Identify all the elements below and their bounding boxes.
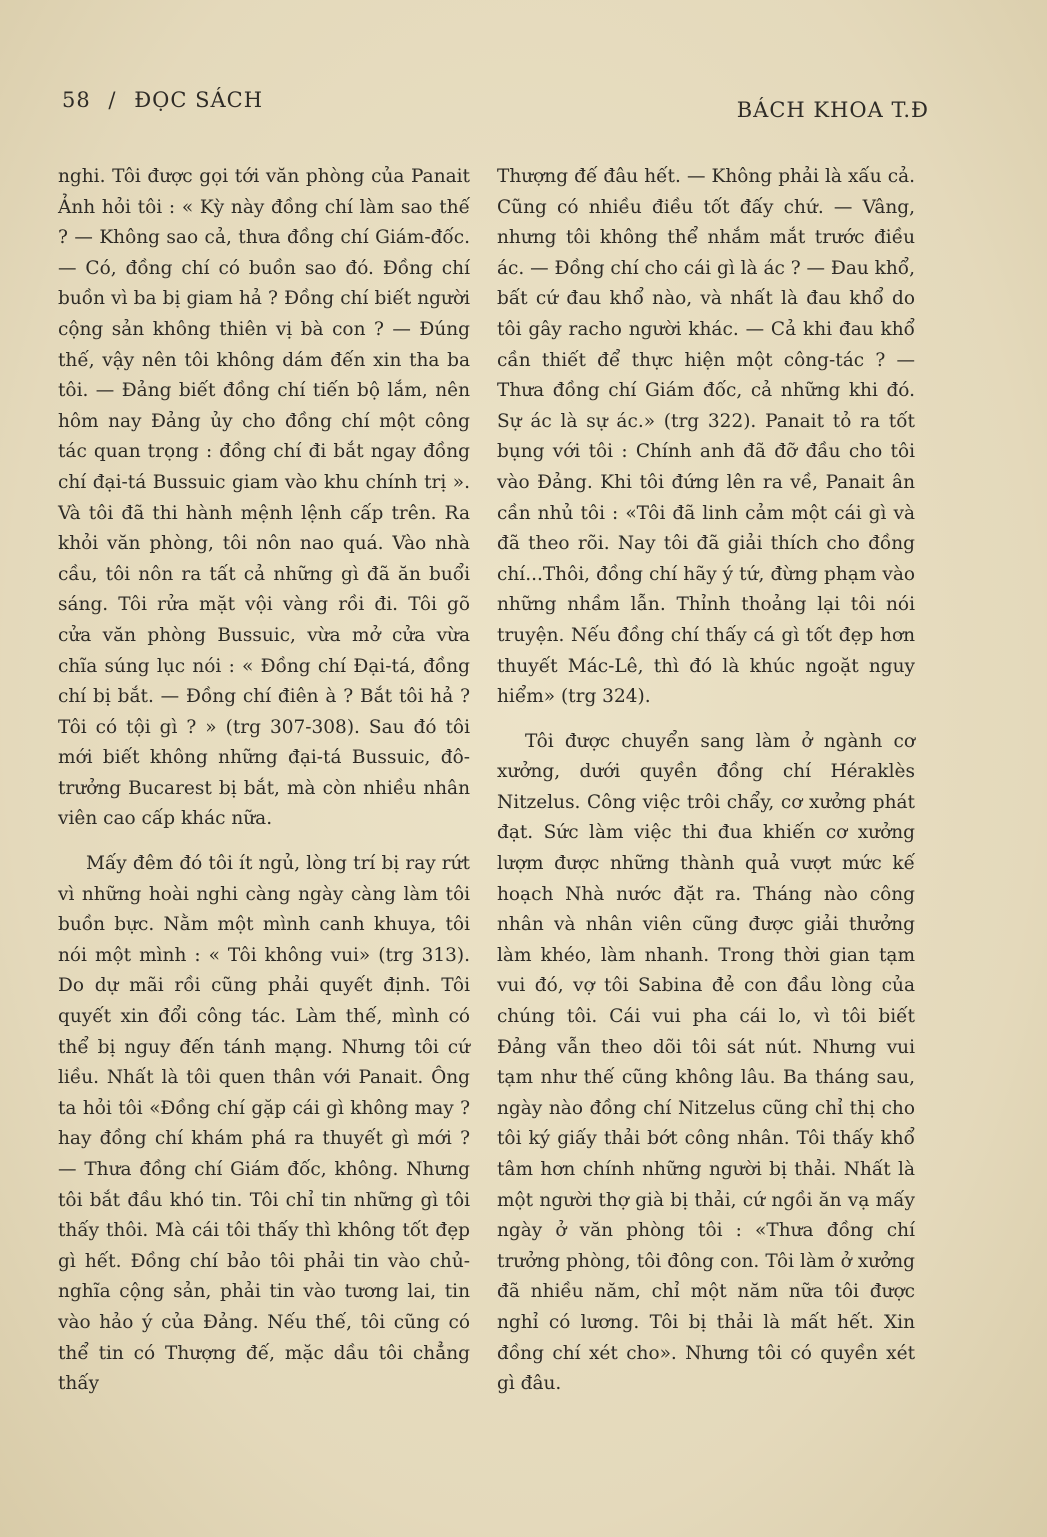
right-paragraph-2: Tôi được chuyển sang làm ở ngành cơ xưởng, dưới quyền đồng chí Héraklès Nitzelus. Công việc trôi chẩy, cơ xưởng phát đạt. Sức làm việc thi đua khiến cơ xưởng lượm được những thành quả vượt mức kế hoạch Nhà nước đặt ra. Tháng nào công nhân và nhân viên cũng được giải thưởng làm khéo, làm nhanh. Trong thời gian tạm vui đó, vợ tôi Sabina đẻ con đầu lòng của chúng tôi. Cái vui pha cái lo, vì tôi biết Đảng vẫn theo dõi tôi sát nút. Nhưng vui tạm như thế cũng không lâu. Ba tháng sau, ngày nào đồng chí Nitzelus cũng chỉ thị cho tôi ký giấy thải bớt công nhân. Tôi thấy khổ tâm hơn chính những người bị thải. Nhất là một người thợ già bị thải, cứ ngồi ăn vạ mấy ngày ở văn phòng tôi : «Thưa đồng chí trưởng phòng, tôi đông con. Tôi làm ở xưởng đã nhiều năm, chỉ một năm nữa tôi được nghỉ có lương. Tôi bị thải là mất hết. Xin đồng chí xét cho». Nhưng tôi có quyền xét gì đâu.	[497, 730, 915, 1395]
left-column	[58, 162, 470, 1400]
section-title: ĐỌC SÁCH	[134, 88, 264, 112]
left-paragraph-1: nghi. Tôi được gọi tới văn phòng của Panait Ảnh hỏi tôi : « Kỳ này đồng chí làm sao thế ? — Không sao cả, thưa đồng chí Giám-đốc. — Có, đồng chí có buồn sao đó. Đồng chí buồn vì ba bị giam hả ? Đồng chí biết người cộng sản không thiên vị bà con ? — Đúng thế, vậy nên tôi không dám đến xin tha ba tôi. — Đảng biết đồng chí tiến bộ lắm, nên hôm nay Đảng ủy cho đồng chí một công tác quan trọng : đồng chí đi bắt ngay đồng chí đại-tá Bussuic giam vào khu chính trị ». Và tôi đã thi hành mệnh lệnh cấp trên. Ra khỏi văn phòng, tôi nôn nao quá. Vào nhà cầu, tôi nôn ra tất cả những gì đã ăn buổi sáng. Tôi rửa mặt vội vàng rồi đi. Tôi gõ cửa văn phòng Bussuic, vừa mở cửa vừa chĩa súng lục nói : « Đồng chí Đại-tá, đồng chí bị bắt. — Đồng chí điên à ? Bắt tôi hả ? Tôi có tội gì ? » (trg 307-308). Sau đó tôi mới biết không những đại-tá Bussuic, đô-trưởng Bucarest bị bắt, mà còn nhiều nhân viên cao cấp khác nữa.	[58, 166, 470, 830]
magazine-title: BÁCH KHOA T.Đ	[736, 98, 929, 122]
right-column	[497, 162, 915, 1400]
left-paragraph-2: Mấy đêm đó tôi ít ngủ, lòng trí bị ray rứt vì những hoài nghi càng ngày càng làm tôi buồn bực. Nằm một mình canh khuya, tôi nói một mình : « Tôi không vui» (trg 313). Do dự mãi rồi cũng phải quyết định. Tôi quyết xin đổi công tác. Làm thế, mình có thể bị nguy đến tánh mạng. Nhưng tôi cứ liều. Nhất là tôi quen thân với Panait. Ông ta hỏi tôi «Đồng chí gặp cái gì không may ? hay đồng chí khám phá ra thuyết gì mới ? — Thưa đồng chí Giám đốc, không. Nhưng tôi bắt đầu khó tin. Tôi chỉ tin những gì tôi thấy thôi. Mà cái tôi thấy thì không tốt đẹp gì hết. Đồng chí bảo tôi phải tin vào chủ-nghĩa cộng sản, phải tin vào tương lai, tin vào hảo ý của Đảng. Nếu thế, tôi cũng có thể tin có Thượng đế, mặc dầu tôi chẳng thấy	[58, 853, 470, 1395]
page-number: 58	[62, 88, 91, 112]
header-separator: /	[108, 88, 117, 112]
header-left	[62, 88, 263, 112]
page-header	[62, 88, 929, 128]
right-paragraph-1: Thượng đế đâu hết. — Không phải là xấu cả. Cũng có nhiều điều tốt đấy chứ. — Vâng, nhưng tôi không thể nhắm mắt trước điều ác. — Đồng chí cho cái gì là ác ? — Đau khổ, bất cứ đau khổ nào, và nhất là đau khổ do tôi gây racho người khác. — Cả khi đau khổ cần thiết để thực hiện một công-tác ? — Thưa đồng chí Giám đốc, cả những khi đó. Sự ác là sự ác.» (trg 322). Panait tỏ ra tốt bụng với tôi : Chính anh đã đỡ đầu cho tôi vào Đảng. Khi tôi đứng lên ra về, Panait ân cần nhủ tôi : «Tôi đã linh cảm một cái gì và đã theo rõi. Nay tôi đã giải thích cho đồng chí...Thôi, đồng chí hãy ý tứ, đừng phạm vào những nhầm lẫn. Thỉnh thoảng lại tôi nói truyện. Nếu đồng chí thấy cá gì tốt đẹp hơn thuyết Mác-Lê, thì đó là khúc ngoặt nguy hiểm» (trg 324).	[497, 166, 915, 708]
paragraph-gap	[58, 835, 470, 849]
paragraph-gap	[497, 713, 915, 727]
